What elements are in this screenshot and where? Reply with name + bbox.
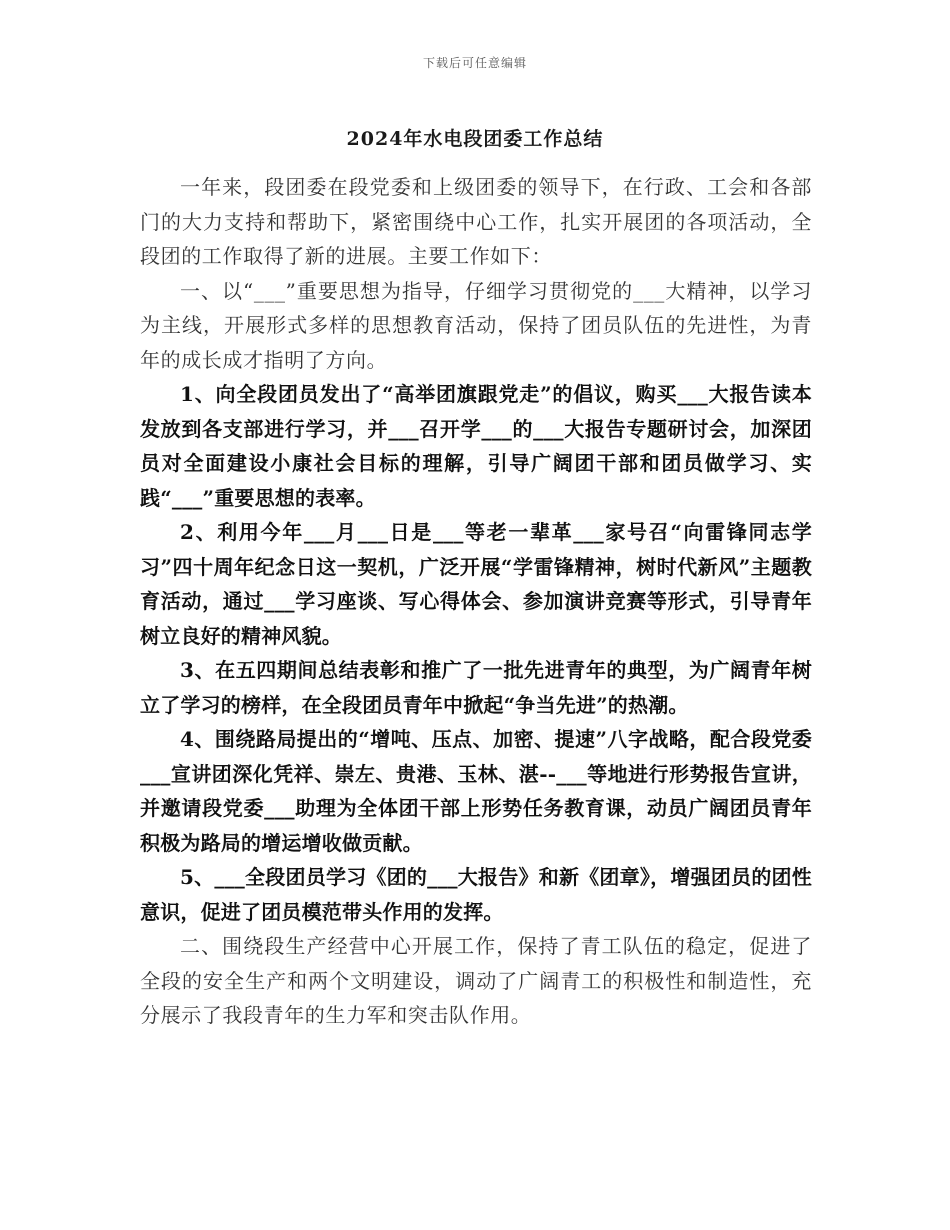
paragraph-item-3: 3、在五四期间总结表彰和推广了一批先进青年的典型，为广阔青年树立了学习的榜样，在全段团员青年中掀起“争当先进”的热潮。 [140,658,812,717]
document-body [140,170,812,1033]
document-title: 2024年水电段团委工作总结 [346,128,604,150]
header-note: 下载后可任意编辑 [422,56,527,70]
paragraph-section-2: 二、围绕段生产经营中心开展工作，保持了青工队伍的稳定，促进了全段的安全生产和两个文明建设，调动了广阔青工的积极性和制造性，充分展示了我段青年的生力军和突击队作用。 [140,934,812,1027]
paragraph-item-2: 2、利用今年___月___日是___等老一辈革___家号召“向雷锋同志学习”四十周年纪念日这一契机，广泛开展“学雷锋精神，树时代新风”主题教育活动，通过___学习座谈、写心得体会、参加演讲竞赛等形式，引导青年树立良好的精神风貌。 [140,520,812,648]
paragraph-section-1: 一、以“___”重要思想为指导，仔细学习贯彻党的___大精神，以学习为主线，开展形式多样的思想教育活动，保持了团员队伍的先进性，为青年的成长成才指明了方向。 [140,278,812,372]
paragraph-item-1: 1、向全段团员发出了“高举团旗跟党走”的倡议，购买___大报告读本发放到各支部进行学习，并___召开学___的___大报告专题研讨会，加深团员对全面建设小康社会目标的理解，引导广阔团干部和团员做学习、实践“___”重要思想的表率。 [140,382,812,510]
paragraph-intro: 一年来，段团委在段党委和上级团委的领导下，在行政、工会和各部门的大力支持和帮助下，紧密围绕中心工作，扎实开展团的各项活动，全段团的工作取得了新的进展。主要工作如下： [140,175,812,268]
paragraph-item-4: 4、围绕路局提出的“增吨、压点、加密、提速”八字战略，配合段党委___宣讲团深化凭祥、崇左、贵港、玉林、湛--___等地进行形势报告宣讲，并邀请段党委___助理为全体团干部上形势任务教育课，动员广阔团员青年积极为路局的增运增收做贡献。 [140,727,812,855]
paragraph-item-5: 5、___全段团员学习《团的___大报告》和新《团章》，增强团员的团性意识，促进了团员模范带头作用的发挥。 [140,865,812,924]
